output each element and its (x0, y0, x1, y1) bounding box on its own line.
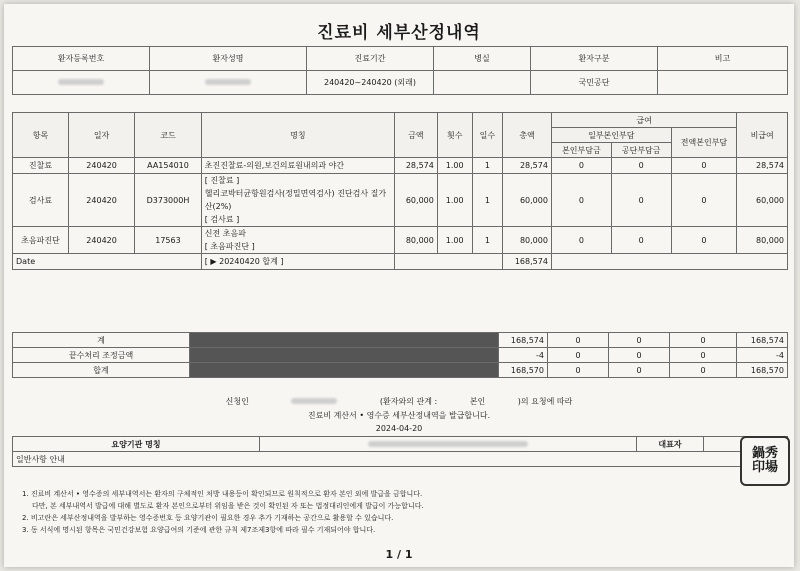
redacted-block (190, 363, 499, 378)
section-tag: [ 검사료 ] (204, 215, 240, 224)
patient-id-value (13, 71, 150, 95)
period-value: 240420~240420 (외래) (307, 71, 434, 95)
institution-label: 요양기관 명칭 (13, 437, 260, 452)
col-covered: 급여 (551, 113, 736, 128)
label-remarks: 비고 (658, 47, 788, 71)
col-item: 항목 (13, 113, 69, 158)
page-number: 1 / 1 (385, 548, 413, 561)
statement-document (4, 4, 794, 567)
label-patient-type: 환자구분 (531, 47, 658, 71)
summary-table (12, 332, 788, 378)
col-total: 총액 (503, 113, 552, 158)
label-period: 진료기간 (307, 47, 434, 71)
label-patient-name: 환자성명 (150, 47, 307, 71)
col-public-pay: 공단부담금 (611, 143, 671, 158)
notice-list (22, 488, 424, 536)
col-self-pay: 본인부담금 (551, 143, 611, 158)
col-price: 금액 (395, 113, 438, 158)
col-days: 일수 (472, 113, 503, 158)
col-name: 명칭 (201, 113, 394, 158)
issue-date: 2024-04-20 (375, 424, 423, 433)
date-subtotal-row: Date [ ▶ 20240420 합계 ] 168,574 (13, 254, 788, 270)
applicant-line: 신청인 (환자와의 관계 : 본인 )의 요청에 따라 (225, 397, 573, 406)
institution-table (12, 436, 788, 467)
col-partial-self: 일부본인부담 (551, 128, 671, 143)
remarks-value (658, 71, 788, 95)
col-date: 일자 (68, 113, 134, 158)
section-tag: [ 초음파진단 ] (204, 242, 255, 251)
table-row: 초음파진단 240420 17563 신전 초음파 [ 초음파진단 ] 80,000 1.00 1 80,000 0 0 0 80,000 (13, 227, 788, 254)
representative-label: 대표자 (637, 437, 704, 452)
col-noncovered: 비급여 (737, 113, 788, 158)
general-notice-label: 일반사항 안내 (13, 452, 788, 467)
fee-detail-table (12, 112, 788, 270)
notice-item: 3. 동 서식에 명시된 항목은 국민건강보험 요양급여의 기준에 관한 규칙 제7조제3항에 따라 필수 기재되어야 합니다. (22, 526, 376, 534)
summary-row: 합계 168,570 0 0 0 168,570 (13, 363, 788, 378)
col-count: 횟수 (437, 113, 472, 158)
row-name: 헬리코박터균항원검사(정밀면역검사) 진단검사 질가산(2%) (204, 189, 387, 211)
label-ward: 병실 (434, 47, 531, 71)
redacted-block (190, 348, 499, 363)
section-tag: [ 진찰료 ] (204, 176, 240, 185)
row-name: 신전 초음파 (204, 229, 246, 238)
notice-item: 1. 진료비 계산서 • 영수증의 세부내역서는 환자의 구체적인 처방 내용등이 확인되므로 원칙적으로 환자 본인 외에 발급을 금합니다. (22, 490, 423, 498)
redacted-block (190, 333, 499, 348)
patient-info-table (12, 46, 788, 95)
summary-row: 끝수처리 조정금액 -4 0 0 0 -4 (13, 348, 788, 363)
issue-statement: 진료비 계산서 • 영수증 세부산정내역을 발급합니다. (307, 411, 491, 420)
col-full-self: 전액본인부담 (671, 128, 737, 158)
notice-item: 2. 비고란은 세부산정내역을 발부하는 영수증번호 등 요양기관이 필요한 경우 추가 기재하는 공간으로 활용할 수 있습니다. (22, 514, 394, 522)
official-seal: 鍋秀 印場 (740, 436, 790, 486)
ward-value (434, 71, 531, 95)
table-row: 검사료 240420 D373000H [ 진찰료 ] 헬리코박터균항원검사(정밀면역검사) 진단검사 질가산(2%) [ 검사료 ] 60,000 1.00 1 60,000 0 0 0 60,000 (13, 174, 788, 227)
notice-item: 다만, 본 세부내역서 발급에 대해 별도로 환자 본인으로부터 위임을 받은 것이 확인된 자 또는 법정대리인에게 발급이 가능합니다. (32, 502, 424, 510)
document-title: 진료비 세부산정내역 (317, 23, 481, 43)
patient-type-value: 국민공단 (531, 71, 658, 95)
table-row: 진찰료 240420 AA154010 초진진찰료-의원,보건의료원내의과 야간 28,574 1.00 1 28,574 0 0 0 28,574 (13, 158, 788, 174)
patient-name-value (150, 71, 307, 95)
label-patient-id: 환자등록번호 (13, 47, 150, 71)
summary-row: 계 168,574 0 0 0 168,574 (13, 333, 788, 348)
col-code: 코드 (135, 113, 202, 158)
